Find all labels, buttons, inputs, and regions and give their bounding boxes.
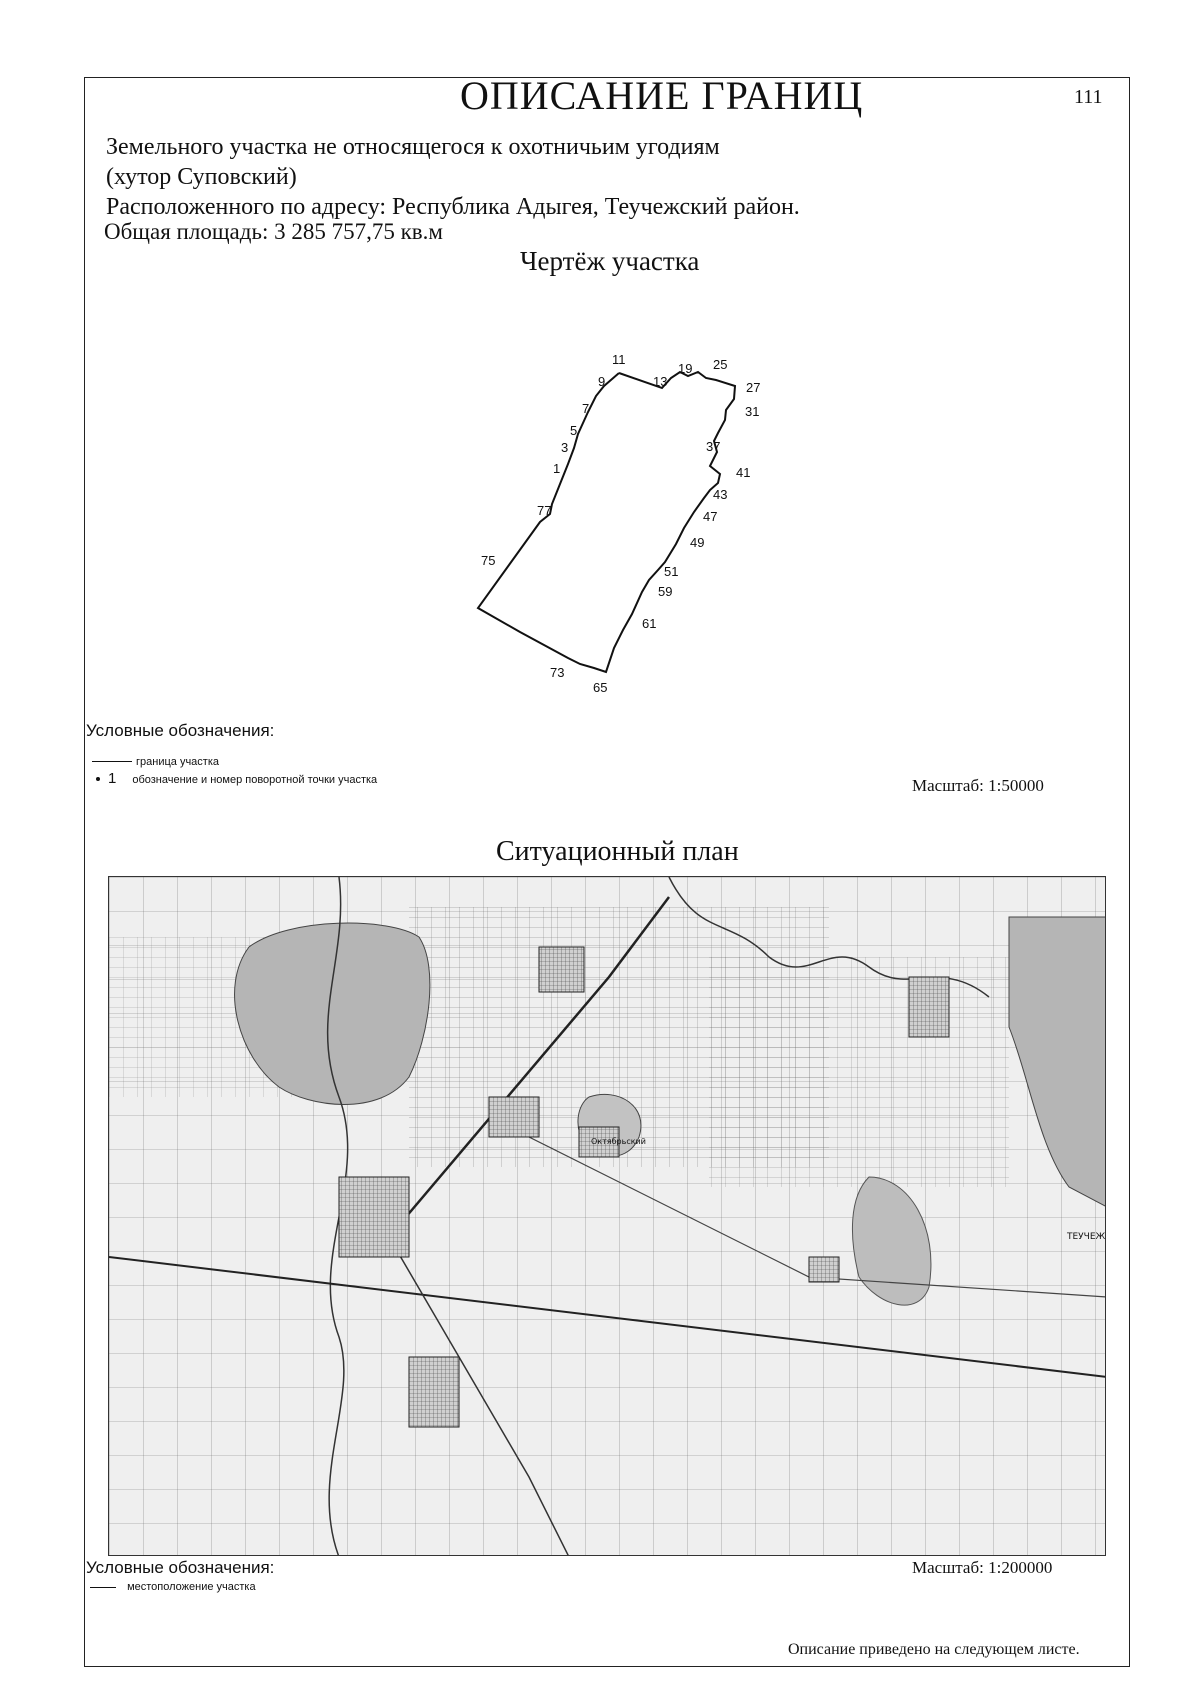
page-title: ОПИСАНИЕ ГРАНИЦ xyxy=(460,73,864,118)
point-label: 75 xyxy=(481,553,496,568)
info-line-3: Расположенного по адресу: Республика Адыгея, Теучежский район. xyxy=(106,194,800,220)
legend-boundary-item xyxy=(92,752,219,770)
situation-map xyxy=(108,876,1106,1556)
legend-boundary-label: граница участка xyxy=(136,756,219,768)
legend-heading: Условные обозначения: xyxy=(86,721,275,740)
point-label: 59 xyxy=(658,584,673,599)
point-label: 13 xyxy=(653,374,668,389)
info-line-1: Земельного участка не относящегося к охотничьим угодиям xyxy=(106,134,720,160)
point-label: 7 xyxy=(582,401,590,416)
boundary-line-swatch xyxy=(92,761,132,762)
point-label: 5 xyxy=(570,423,578,438)
parcel-drawing xyxy=(0,0,1200,760)
total-area: Общая площадь: 3 285 757,75 кв.м xyxy=(104,219,443,244)
settlement xyxy=(339,1177,409,1257)
legend-point-number: 1 xyxy=(108,770,117,787)
location-line-swatch xyxy=(90,1587,116,1588)
point-label: 77 xyxy=(537,503,552,518)
legend2-heading: Условные обозначения: xyxy=(86,1558,275,1577)
point-label: 47 xyxy=(703,509,718,524)
info-line-2: (хутор Суповский) xyxy=(106,164,297,190)
point-label: 73 xyxy=(550,665,565,680)
point-label: 37 xyxy=(706,439,721,454)
point-label: 1 xyxy=(553,461,561,476)
legend-location-item xyxy=(90,1581,256,1593)
point-label: 19 xyxy=(678,361,693,376)
point-label: 3 xyxy=(561,440,569,455)
plan-scale: Масштаб: 1:200000 xyxy=(912,1558,1053,1577)
point-label: 49 xyxy=(690,535,705,550)
map-graphic xyxy=(109,877,1106,1556)
legend-point-item xyxy=(96,770,377,788)
drawing-title: Чертёж участка xyxy=(520,246,700,276)
point-label: 61 xyxy=(642,616,657,631)
point-label: 51 xyxy=(664,564,679,579)
point-label: 31 xyxy=(745,404,760,419)
footer-note: Описание приведено на следующем листе. xyxy=(788,1641,1080,1658)
settlement xyxy=(909,977,949,1037)
map-label: ТЕУЧЕЖ xyxy=(1067,1232,1106,1242)
point-label: 43 xyxy=(713,487,728,502)
point-label: 25 xyxy=(713,357,728,372)
settlement xyxy=(489,1097,539,1137)
point-label: 41 xyxy=(736,465,751,480)
point-label: 27 xyxy=(746,380,761,395)
legend-point-label: обозначение и номер поворотной точки участка xyxy=(132,774,378,786)
map-label: Октябрьский xyxy=(591,1137,646,1146)
drawing-scale: Масштаб: 1:50000 xyxy=(912,776,1044,795)
point-label: 9 xyxy=(598,374,606,389)
plan-title: Ситуационный план xyxy=(496,836,739,867)
point-label: 65 xyxy=(593,680,608,695)
page-number: 111 xyxy=(1074,86,1103,108)
point-label: 11 xyxy=(612,352,626,367)
point-dot-icon xyxy=(96,777,100,781)
settlement xyxy=(409,1357,459,1427)
settlement xyxy=(809,1257,839,1282)
settlement xyxy=(539,947,584,992)
parcel-boundary xyxy=(478,372,735,672)
legend-location-label: местоположение участка xyxy=(127,1581,256,1593)
